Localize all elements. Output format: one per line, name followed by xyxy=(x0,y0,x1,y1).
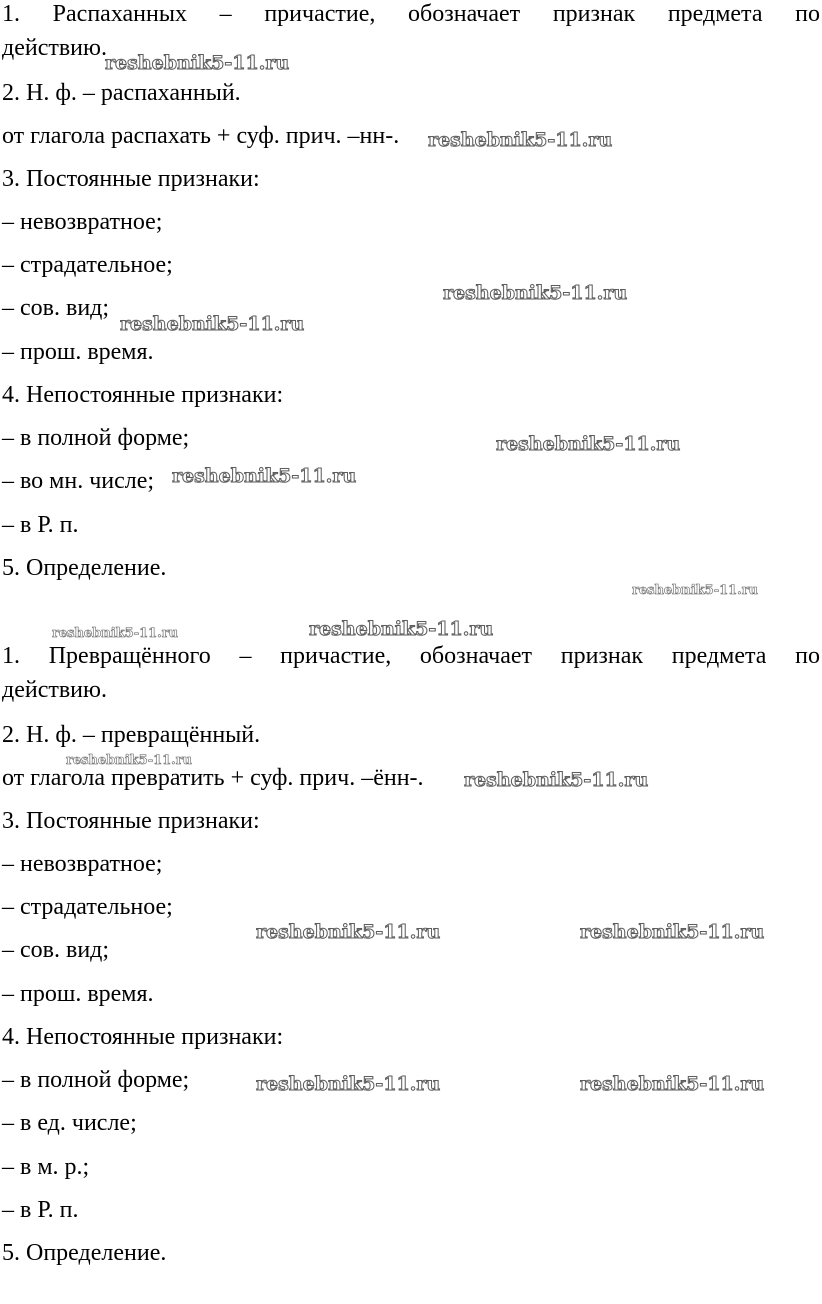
watermark: reshebnik5-11.ru xyxy=(428,129,613,151)
block1-item4-c: – в Р. п. xyxy=(2,512,79,538)
watermark: reshebnik5-11.ru xyxy=(66,753,193,768)
watermark: reshebnik5-11.ru xyxy=(464,769,649,791)
block1-item3-a: – невозвратное; xyxy=(2,209,163,235)
block2-item1-line2: действию. xyxy=(2,677,107,703)
watermark: reshebnik5-11.ru xyxy=(580,921,765,943)
block2-item2-sub: от глагола превратить + суф. прич. –ённ-. xyxy=(2,765,424,791)
watermark: reshebnik5-11.ru xyxy=(120,313,305,335)
block1-item3: 3. Постоянные признаки: xyxy=(2,166,260,192)
block2-item3: 3. Постоянные признаки: xyxy=(2,808,260,834)
watermark: reshebnik5-11.ru xyxy=(443,282,628,304)
watermark: reshebnik5-11.ru xyxy=(52,626,179,641)
watermark: reshebnik5-11.ru xyxy=(496,433,681,455)
block1-item1-line2: действию. xyxy=(2,35,107,61)
watermark: reshebnik5-11.ru xyxy=(105,52,290,74)
block1-item3-c: – сов. вид; xyxy=(2,295,110,321)
block2-item2: 2. Н. ф. – превращённый. xyxy=(2,722,261,748)
block2-item4-b: – в ед. числе; xyxy=(2,1110,137,1136)
block2-item4-a: – в полной форме; xyxy=(2,1067,190,1093)
block2-item3-b: – страдательное; xyxy=(2,894,173,920)
watermark: reshebnik5-11.ru xyxy=(172,465,357,487)
block2-item4-d: – в Р. п. xyxy=(2,1197,79,1223)
block1-item5: 5. Определение. xyxy=(2,555,167,581)
block1-item4: 4. Непостоянные признаки: xyxy=(2,382,284,408)
block2-item3-c: – сов. вид; xyxy=(2,937,110,963)
block2-item4-c: – в м. р.; xyxy=(2,1154,90,1180)
block2-item4: 4. Непостоянные признаки: xyxy=(2,1024,284,1050)
block2-item3-d: – прош. время. xyxy=(2,981,154,1007)
watermark: reshebnik5-11.ru xyxy=(256,921,441,943)
block1-item4-a: – в полной форме; xyxy=(2,425,190,451)
watermark: reshebnik5-11.ru xyxy=(309,618,494,640)
block1-item4-b: – во мн. числе; xyxy=(2,468,155,494)
block2-item1-line1: 1. Превращённого – причастие, обозначает признак предмета по xyxy=(2,643,820,669)
watermark: reshebnik5-11.ru xyxy=(580,1073,765,1095)
watermark: reshebnik5-11.ru xyxy=(256,1073,441,1095)
block1-item1-line1: 1. Распаханных – причастие, обозначает признак предмета по xyxy=(2,1,820,27)
block1-item3-d: – прош. время. xyxy=(2,339,154,365)
block2-item3-a: – невозвратное; xyxy=(2,851,163,877)
watermark: reshebnik5-11.ru xyxy=(632,583,759,598)
block1-item2-sub: от глагола распахать + суф. прич. –нн-. xyxy=(2,123,400,149)
block1-item2: 2. Н. ф. – распаханный. xyxy=(2,80,241,106)
block1-item3-b: – страдательное; xyxy=(2,252,173,278)
block2-item5: 5. Определение. xyxy=(2,1240,167,1266)
